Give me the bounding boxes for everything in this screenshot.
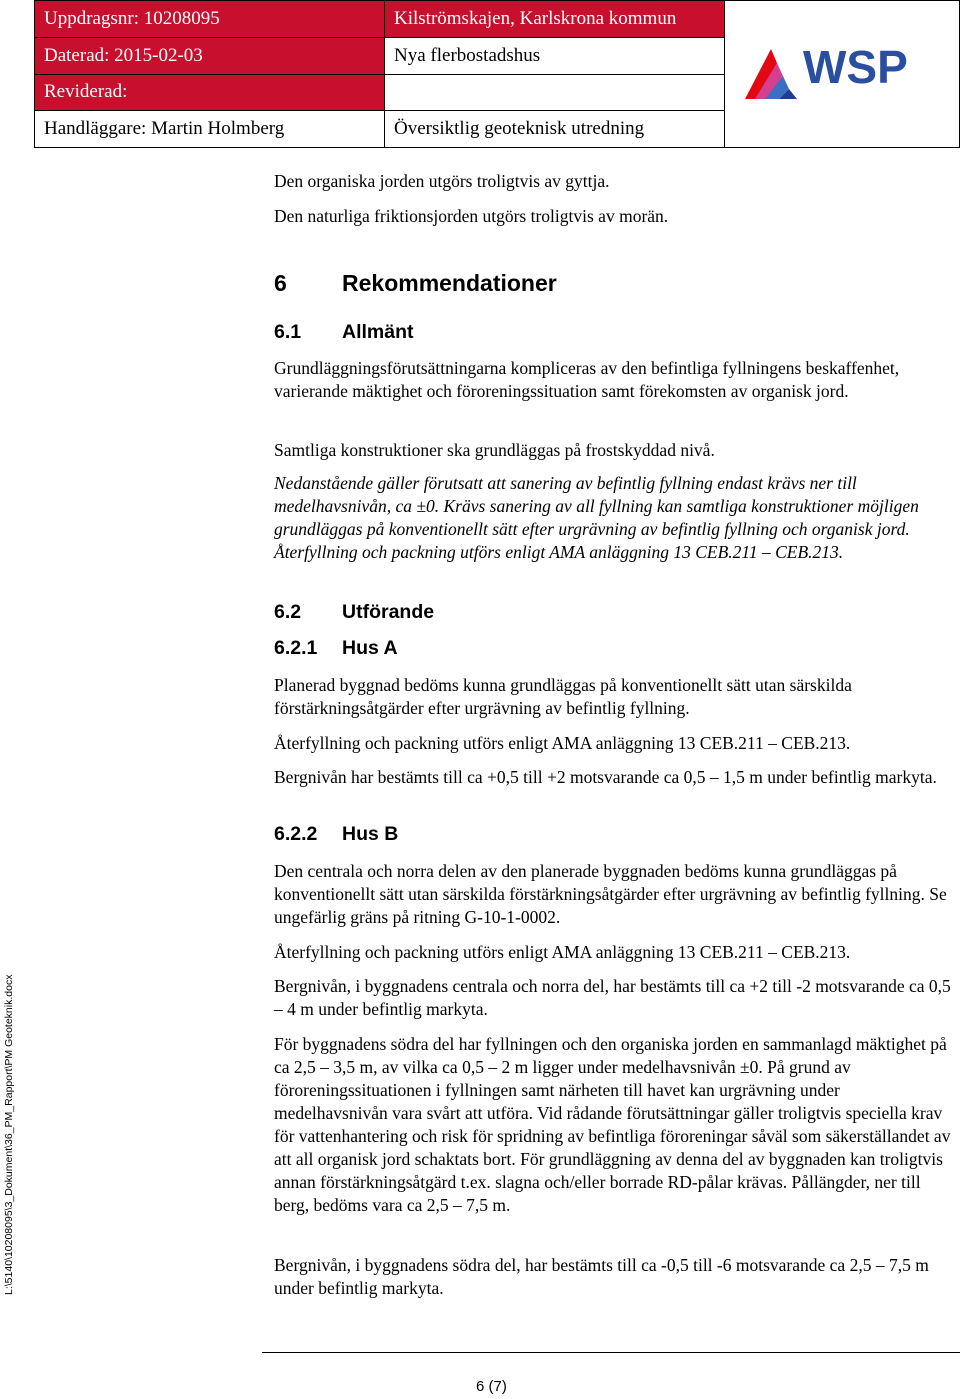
intro-line-2: Den naturliga friktionsjorden utgörs troligtvis av morän.	[274, 206, 669, 226]
heading-6-1	[274, 321, 952, 344]
heading-6-2-2	[274, 823, 952, 846]
paragraph: Återfyllning och packning utförs enligt AMA anläggning 13 CEB.211 – CEB.213.	[274, 733, 851, 753]
file-path: L:\5140\10208095\3_Dokument\36_PM_Rapport\PM Geoteknik.docx	[3, 974, 15, 1295]
paragraph: Samtliga konstruktioner ska grundläggas på frostskyddad nivå.	[274, 440, 715, 460]
revised-field: Reviderad:	[35, 74, 385, 111]
wsp-logo	[725, 1, 960, 148]
heading-number: 6.2.1	[274, 637, 318, 659]
report-type: Översiktlig geoteknisk utredning	[385, 111, 725, 148]
date-field: Daterad: 2015-02-03	[35, 37, 385, 74]
paragraph: Bergnivån, i byggnadens centrala och norra del, har bestämts till ca +2 till -2 motsvarande ca 0,5 – 4 m under befintlig markyta.	[274, 976, 951, 1019]
heading-6	[274, 270, 952, 297]
heading-6-2	[274, 601, 952, 624]
paragraph: Grundläggningsförutsättningarna kompliceras av den befintliga fyllningens beskaffenhet, varierande mäktighet och föroreningssituation samt förekomsten av organisk jord.	[274, 358, 900, 401]
project-number: Uppdragsnr: 10208095	[35, 1, 385, 38]
paragraph: Den centrala och norra delen av den planerade byggnaden bedöms kunna grundläggas på konventionellt sätt utan särskilda förstärkningsåtgärder efter urgrävning av befintlig fyllning. Se ungefärlig gräns på ritning G-10-1-0002.	[274, 861, 947, 927]
document-header-table	[34, 0, 960, 148]
paragraph: Bergnivån har bestämts till ca +0,5 till +2 motsvarande ca 0,5 – 1,5 m under befintlig markyta.	[274, 767, 937, 787]
handler-field: Handläggare: Martin Holmberg	[35, 111, 385, 148]
paragraph: För byggnadens södra del har fyllningen och den organiska jorden en sammanlagd mäktighet på ca 2,5 – 3,5 m, av vilka ca 0,5 – 2 m ligger under medelhavsnivån ±0. På grund av föroreningssituationen i fyllningen samt närheten till havet kan urgrävning under medelhavsnivån vara svårt att utföra. Vid rådande förutsättningar gäller troligtvis speciella krav för vattenhantering och risk för spridning av befintliga föroreningar såväl som säkerställandet av att all organisk jord schaktats bort. För grundläggning av denna del av byggnaden kan troligtvis annan förstärkningsåtgärd t.ex. slagna och/eller borrade RD-pålar krävas. Pållängder, ner till berg, bedöms vara ca 2,5 – 7,5 m.	[274, 1034, 951, 1215]
wsp-logo-icon	[725, 1, 925, 141]
heading-title: Hus A	[342, 637, 398, 659]
paragraph: Återfyllning och packning utförs enligt AMA anläggning 13 CEB.211 – CEB.213.	[274, 942, 851, 962]
heading-number: 6	[274, 270, 287, 296]
heading-title: Utförande	[342, 601, 435, 623]
italic-text: Nedanstående gäller förutsatt att sanering av befintlig fyllning endast krävs ner till medelhavsnivån, ca ±0. Krävs sanering av all fyllning kan samtliga konstruktioner möjligen grundläggas på konventionellt sätt efter urgrävning av befintlig fyllning och organisk jord.	[274, 473, 919, 539]
footer-divider	[262, 1352, 960, 1353]
heading-6-2-1	[274, 637, 952, 660]
heading-title: Hus B	[342, 823, 399, 845]
intro-line-1: Den organiska jorden utgörs troligtvis av gyttja.	[274, 171, 610, 191]
heading-number: 6.2	[274, 601, 302, 623]
heading-number: 6.2.2	[274, 823, 318, 845]
paragraph: Bergnivån, i byggnadens södra del, har bestämts till ca -0,5 till -6 motsvarande ca 2,5 – 7,5 m under befintlig markyta.	[274, 1255, 929, 1298]
logo-text: WSP	[803, 41, 908, 93]
paragraph: Planerad byggnad bedöms kunna grundläggas på konventionellt sätt utan särskilda förstärkningsåtgärder efter urgrävning av befintlig fyllning.	[274, 675, 852, 718]
project-title: Nya flerbostadshus	[385, 37, 725, 74]
paragraph-conditional	[274, 472, 952, 564]
heading-title: Allmänt	[342, 321, 414, 343]
project-location: Kilströmskajen, Karlskrona kommun	[385, 1, 725, 38]
page-number: 6 (7)	[476, 1378, 507, 1395]
empty-cell	[385, 74, 725, 111]
italic-text-reference: Återfyllning och packning utförs enligt AMA anläggning 13 CEB.211 – CEB.213.	[274, 542, 844, 562]
heading-title: Rekommendationer	[342, 270, 557, 296]
heading-number: 6.1	[274, 321, 302, 343]
